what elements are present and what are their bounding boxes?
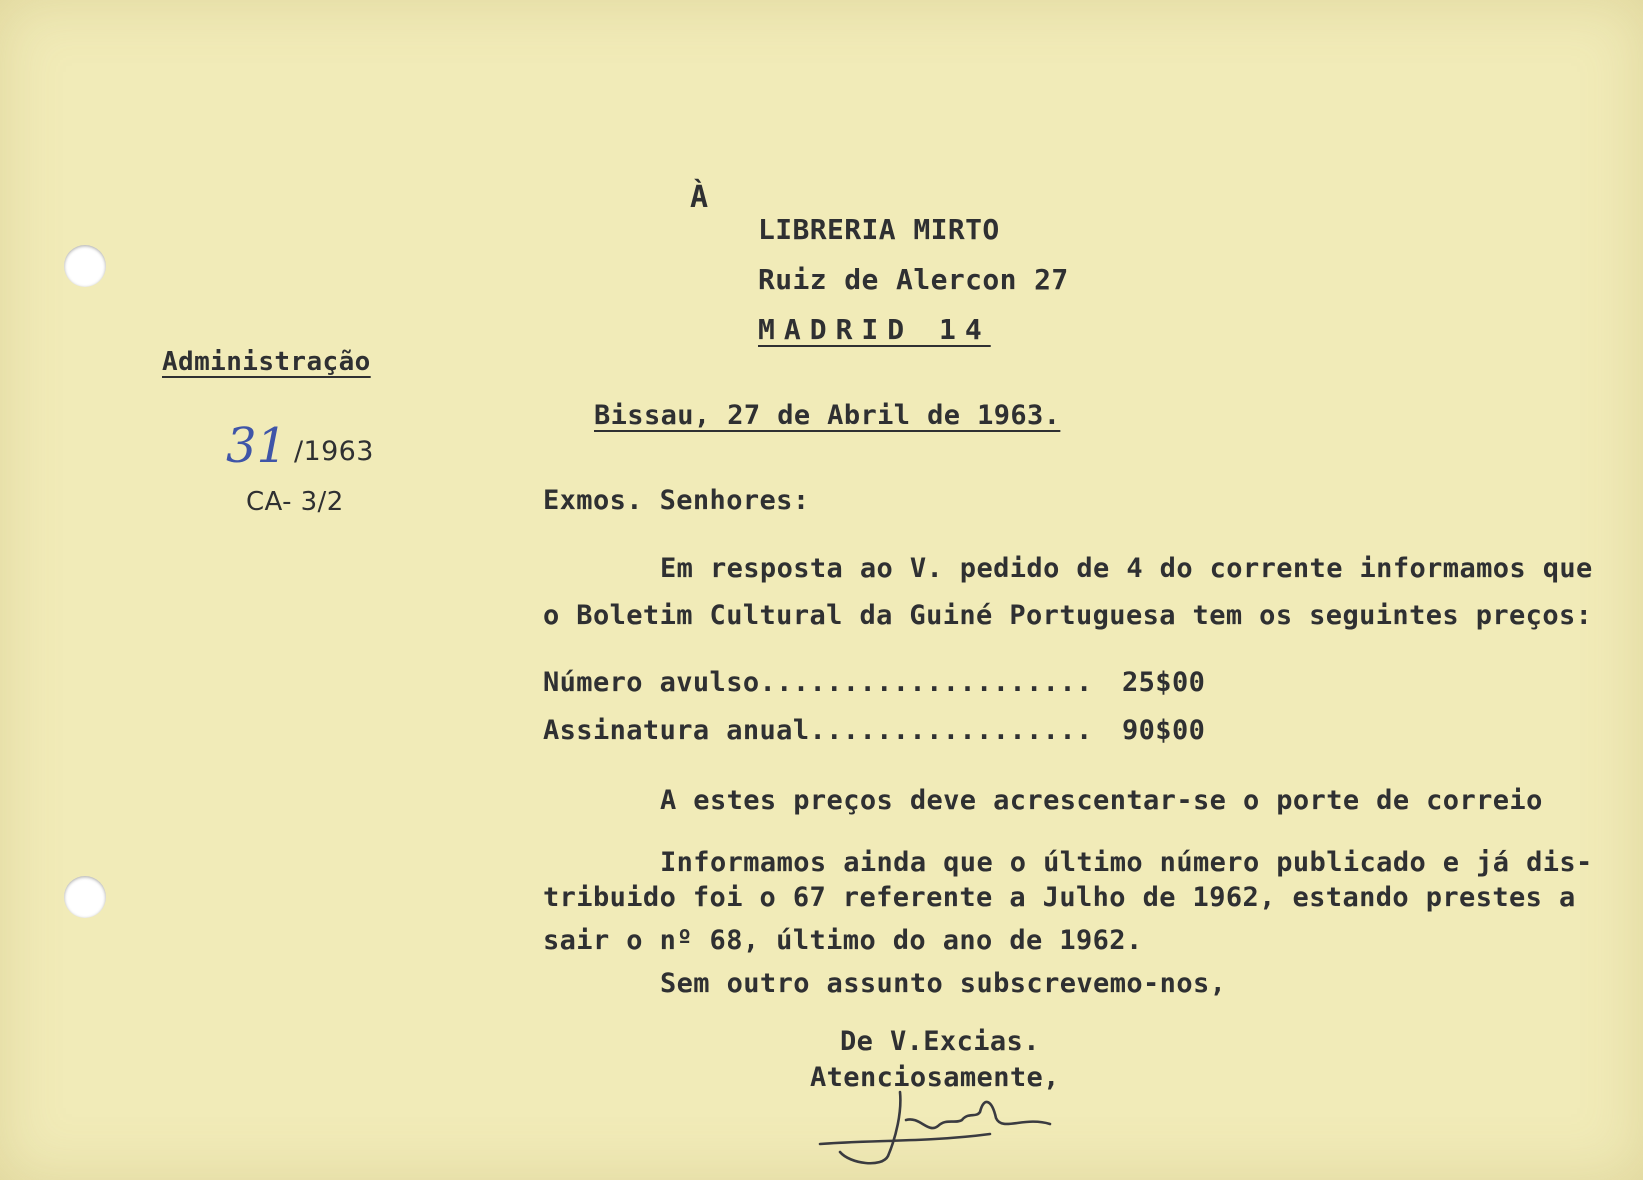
price-row-value: 25$00 [1122,667,1206,698]
handwritten-reference-number: 31 [226,418,288,474]
recipient-street: Ruiz de Alercon 27 [758,263,1069,296]
body-paragraph-3-line-2: tribuido foi o 67 referente a Julho de 1962, estando prestes a [543,882,1576,913]
recipient-city: MADRID 14 [758,313,991,346]
date-line: Bissau, 27 de Abril de 1963. [594,400,1061,431]
postage-note: A estes preços deve acrescentar-se o porte de correio [660,785,1543,816]
price-row-label: Assinatura anual................. [543,715,1093,746]
department-label: Administração [162,347,371,377]
handwritten-signature [810,1082,1070,1172]
body-paragraph-3-line-1: Informamos ainda que o último número publicado e já dis- [660,847,1593,878]
price-row-value: 90$00 [1122,715,1206,746]
price-row-label: Número avulso.................... [543,667,1093,698]
closing-line: Sem outro assunto subscrevemo-nos, [660,968,1227,999]
punch-hole-top [64,245,106,287]
reference-year: /1963 [294,436,374,467]
salutation: Exmos. Senhores: [543,485,810,516]
punch-hole-bottom [64,876,106,918]
signoff-line-2: Atenciosamente, [810,1062,1060,1093]
body-paragraph-1-line-2: o Boletim Cultural da Guiné Portuguesa tem os seguintes preços: [543,600,1593,631]
signoff-line-1: De V.Excias. [840,1026,1040,1057]
body-paragraph-3-line-3: sair o nº 68, último do ano de 1962. [543,925,1143,956]
body-paragraph-1-line-1: Em resposta ao V. pedido de 4 do corrente informamos que [660,553,1593,584]
recipient-prefix: À [690,180,709,215]
recipient-name: LIBRERIA MIRTO [758,213,1000,246]
reference-code: CA- 3/2 [246,487,344,517]
